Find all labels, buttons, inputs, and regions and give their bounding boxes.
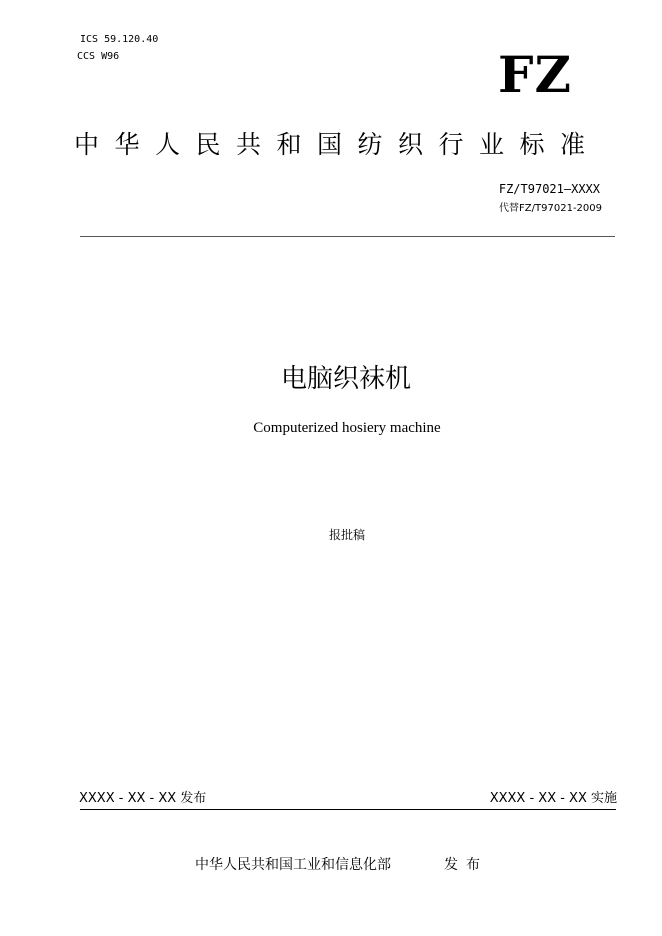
standard-number: FZ/T97021—XXXX bbox=[498, 182, 600, 196]
top-divider bbox=[80, 236, 615, 237]
issuing-authority: 中华人民共和国工业和信息化部 bbox=[195, 857, 391, 873]
replaces-standard: 代替FZ/T97021-2009 bbox=[499, 203, 602, 214]
fz-logo: FZ bbox=[498, 45, 572, 104]
bottom-divider bbox=[80, 809, 616, 810]
document-title-cn: 电脑织袜机 bbox=[280, 364, 411, 394]
standard-category-title: 中华人民共和国纺织行业标准 bbox=[74, 130, 601, 159]
draft-status: 报批稿 bbox=[328, 528, 365, 542]
implementation-date: XXXX - XX - XX 实施 bbox=[489, 791, 617, 806]
ccs-code: CCS W96 bbox=[77, 51, 120, 62]
document-title-en: Computerized hosiery machine bbox=[253, 420, 441, 436]
issue-date: XXXX - XX - XX 发布 bbox=[79, 791, 207, 806]
issuing-action: 发布 bbox=[444, 857, 488, 873]
ics-code: ICS 59.120.40 bbox=[80, 34, 159, 45]
